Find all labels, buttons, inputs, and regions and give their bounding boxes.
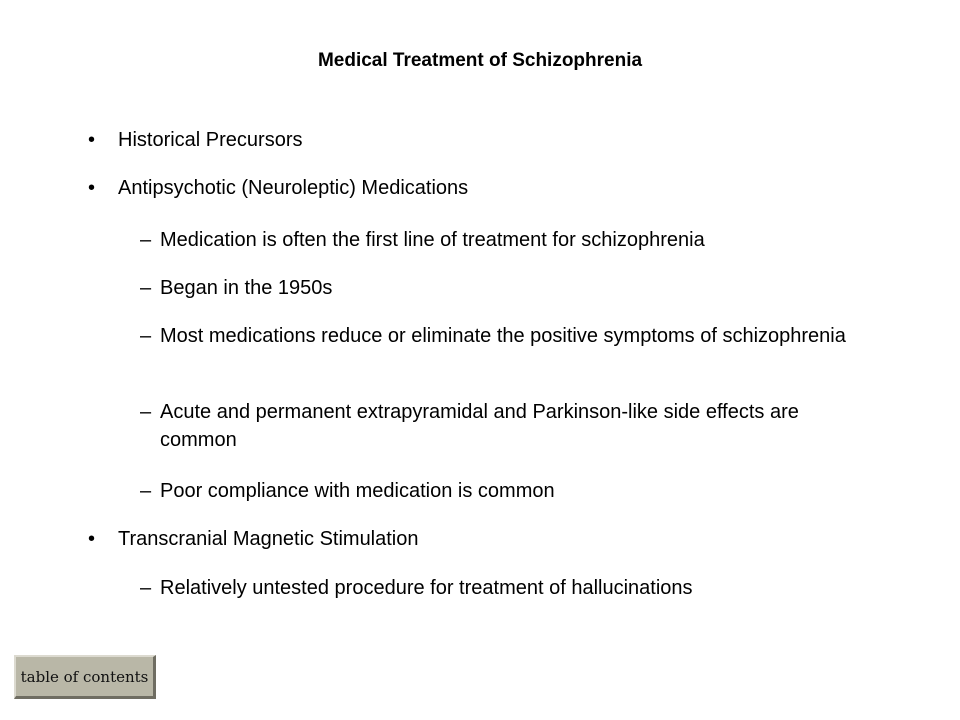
- sub-list-item-text: Poor compliance with medication is common: [160, 480, 555, 502]
- sub-list-item-text: Began in the 1950s: [160, 277, 333, 299]
- list-item-text: Antipsychotic (Neuroleptic) Medications: [118, 177, 469, 199]
- bullet-marker: •: [88, 177, 96, 199]
- table-of-contents-button[interactable]: table of contents: [14, 655, 156, 699]
- dash-marker: –: [140, 229, 152, 251]
- bullet-marker: •: [88, 528, 96, 550]
- dash-marker: –: [140, 577, 152, 599]
- sub-list-item-text: Most medications reduce or eliminate the positive symptoms of schizophrenia: [160, 325, 846, 347]
- list-item-text: Historical Precursors: [118, 129, 303, 151]
- dash-marker: –: [140, 325, 152, 347]
- bullet-marker: •: [88, 129, 96, 151]
- dash-marker: –: [140, 277, 152, 299]
- dash-marker: –: [140, 401, 152, 423]
- sub-list-item-text: Relatively untested procedure for treatment of hallucinations: [160, 577, 693, 599]
- dash-marker: –: [140, 480, 152, 502]
- sub-list-item-text: Medication is often the first line of treatment for schizophrenia: [160, 229, 705, 251]
- slide-title: Medical Treatment of Schizophrenia: [317, 50, 643, 71]
- list-item-text: Transcranial Magnetic Stimulation: [118, 528, 419, 550]
- sub-list-item-text: Acute and permanent extrapyramidal and Parkinson-like side effects are common: [160, 401, 799, 451]
